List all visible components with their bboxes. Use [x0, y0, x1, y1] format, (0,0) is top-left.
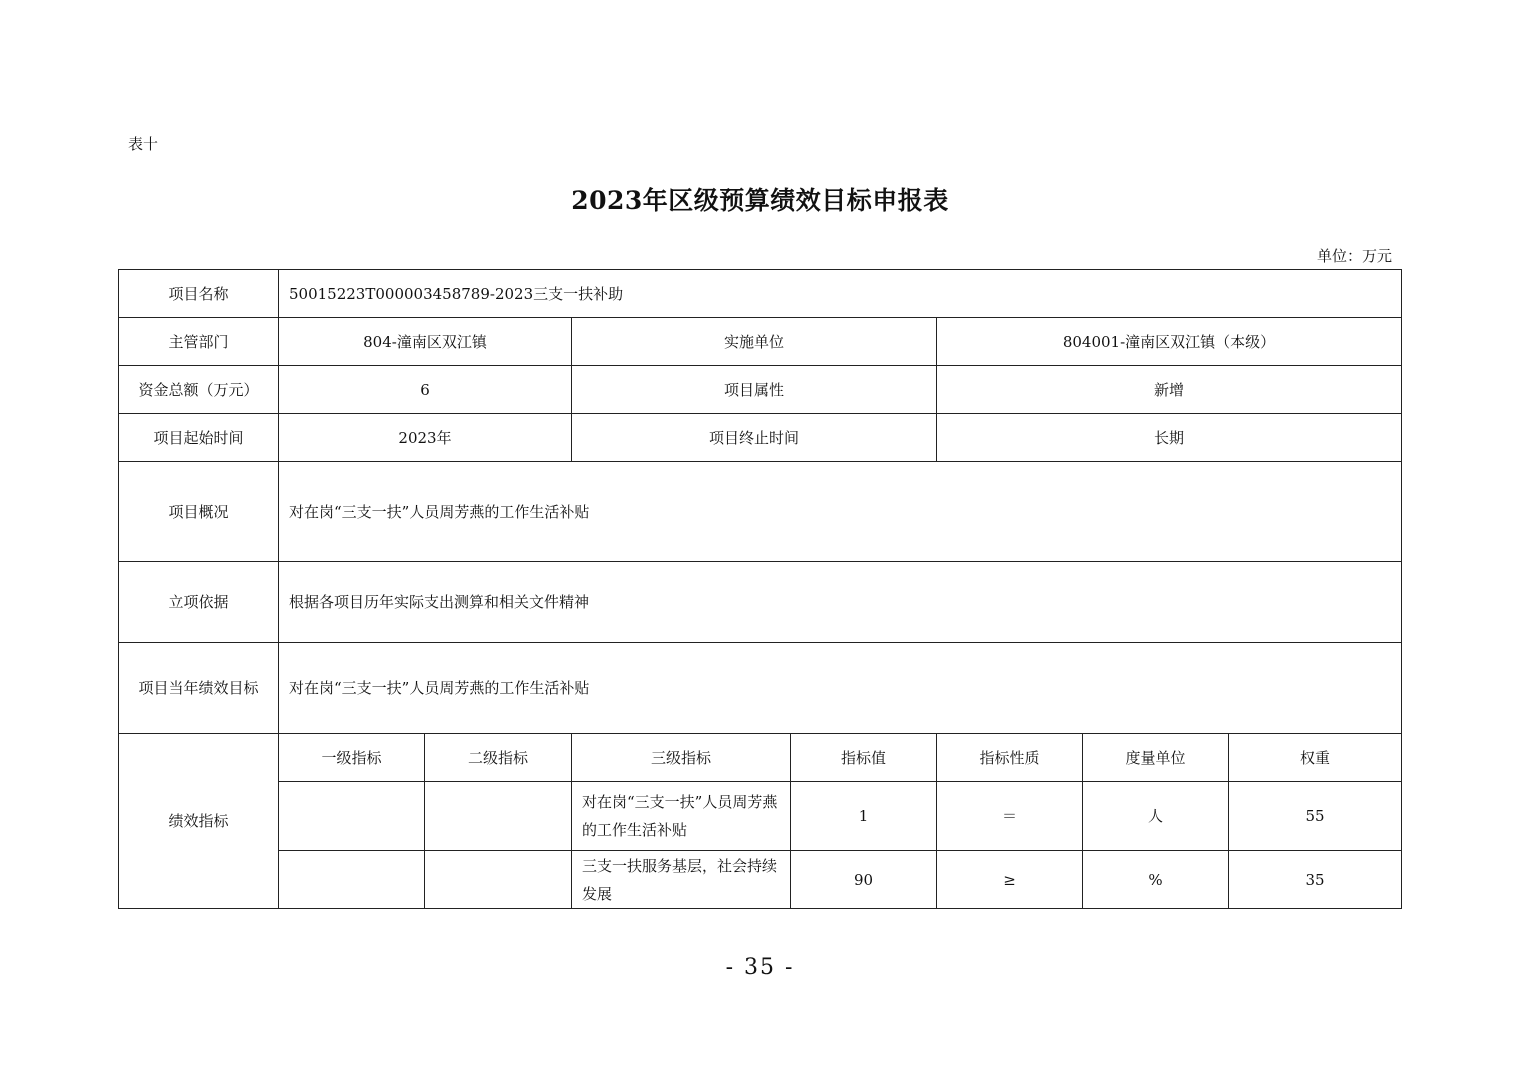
- table-row: [119, 366, 1402, 414]
- start-time-value: 2023年: [279, 414, 572, 462]
- table-row: [119, 643, 1402, 734]
- basis-label: 立项依据: [119, 562, 279, 643]
- department-value: 804-潼南区双江镇: [279, 318, 572, 366]
- unit-cell: %: [1083, 851, 1229, 909]
- overview-label: 项目概况: [119, 462, 279, 562]
- level2-cell: [425, 851, 572, 909]
- table-row: [119, 318, 1402, 366]
- end-time-value: 长期: [937, 414, 1402, 462]
- unit-label: 单位：万元: [1316, 247, 1392, 265]
- table-row: [119, 851, 1402, 909]
- nature-cell: ＝: [937, 782, 1083, 851]
- budget-performance-table: [118, 269, 1402, 909]
- table-row: [119, 414, 1402, 462]
- header-level2: 二级指标: [425, 734, 572, 782]
- overview-value: 对在岗“三支一扶”人员周芳燕的工作生活补贴: [279, 462, 1402, 562]
- header-nature: 指标性质: [937, 734, 1083, 782]
- unit-cell: 人: [1083, 782, 1229, 851]
- start-time-label: 项目起始时间: [119, 414, 279, 462]
- nature-cell: ≥: [937, 851, 1083, 909]
- annual-goal-value: 对在岗“三支一扶”人员周芳燕的工作生活补贴: [279, 643, 1402, 734]
- level2-cell: [425, 782, 572, 851]
- level1-cell: [279, 851, 425, 909]
- table-row: [119, 462, 1402, 562]
- table-number-label: 表十: [128, 135, 159, 153]
- weight-cell: 35: [1229, 851, 1402, 909]
- header-value: 指标值: [791, 734, 937, 782]
- level3-cell: 对在岗“三支一扶”人员周芳燕的工作生活补贴: [572, 782, 791, 851]
- project-name-value: 50015223T000003458789-2023三支一扶补助: [279, 270, 1402, 318]
- indicators-section-label: 绩效指标: [119, 734, 279, 909]
- project-name-label: 项目名称: [119, 270, 279, 318]
- header-level3: 三级指标: [572, 734, 791, 782]
- indicator-header-row: [119, 734, 1402, 782]
- table-row: [119, 562, 1402, 643]
- header-unit: 度量单位: [1083, 734, 1229, 782]
- project-attribute-label: 项目属性: [572, 366, 937, 414]
- page-number: - 35 -: [725, 955, 795, 980]
- department-label: 主管部门: [119, 318, 279, 366]
- level3-cell: 三支一扶服务基层，社会持续发展: [572, 851, 791, 909]
- value-cell: 1: [791, 782, 937, 851]
- level1-cell: [279, 782, 425, 851]
- end-time-label: 项目终止时间: [572, 414, 937, 462]
- implementing-unit-label: 实施单位: [572, 318, 937, 366]
- implementing-unit-value: 804001-潼南区双江镇（本级）: [937, 318, 1402, 366]
- value-cell: 90: [791, 851, 937, 909]
- header-weight: 权重: [1229, 734, 1402, 782]
- weight-cell: 55: [1229, 782, 1402, 851]
- annual-goal-label: 项目当年绩效目标: [119, 643, 279, 734]
- header-level1: 一级指标: [279, 734, 425, 782]
- total-fund-value: 6: [279, 366, 572, 414]
- table-row: [119, 782, 1402, 851]
- total-fund-label: 资金总额（万元）: [119, 366, 279, 414]
- project-attribute-value: 新增: [937, 366, 1402, 414]
- document-title: 2023年区级预算绩效目标申报表: [571, 186, 949, 215]
- table-row: [119, 270, 1402, 318]
- basis-value: 根据各项目历年实际支出测算和相关文件精神: [279, 562, 1402, 643]
